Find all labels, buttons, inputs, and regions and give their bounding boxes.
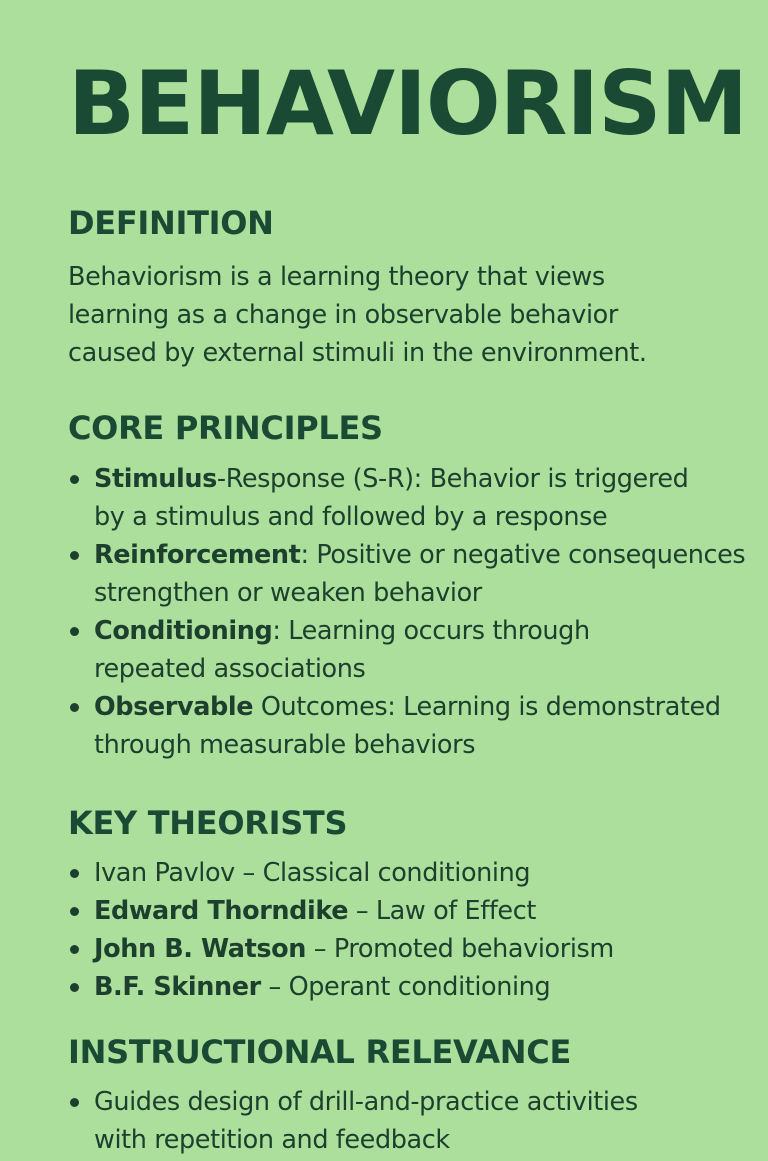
list-item [68,1083,758,1159]
key-theorists-heading: KEY THEORISTS [68,804,348,842]
list-item [68,892,758,930]
list-item [68,930,758,968]
list-item [68,612,758,688]
principle-term: Stimulus [94,464,217,494]
theorist-desc: – Promoted behaviorism [306,934,614,964]
theorist-desc: – Operant conditioning [260,972,551,1002]
list-item [68,968,758,1006]
theorist-desc: – Law of Effect [348,896,536,926]
principle-text: : Learning occurs through [272,616,590,646]
principle-term: Observable [94,692,254,722]
instructional-relevance-heading: INSTRUCTIONAL RELEVANCE [68,1033,572,1071]
definition-line: Behaviorism is a learning theory that views [68,262,605,292]
principle-text-cont: through measurable behaviors [94,730,476,760]
instructional-relevance-list [68,1083,758,1159]
theorist-name: John B. Watson [94,934,307,964]
principle-term: Conditioning [94,616,273,646]
list-item [68,688,758,764]
core-principles-list [68,460,758,764]
principle-text: -Response (S-R): Behavior is triggered [216,464,689,494]
definition-line: learning as a change in observable behavior [68,300,618,330]
principle-term: Reinforcement [94,540,301,570]
theorist-name: Edward Thorndike [94,896,349,926]
core-principles-heading: CORE PRINCIPLES [68,409,383,447]
theorist-desc: – Classical conditioning [234,858,531,888]
definition-line: caused by external stimuli in the environment. [68,338,647,368]
definition-heading: DEFINITION [68,204,274,242]
theorist-name: Ivan Pavlov [94,858,235,888]
relevance-text: Guides design of drill-and-practice activities [94,1087,638,1117]
definition-text [68,258,748,372]
principle-text: Outcomes: Learning is demonstrated [253,692,721,722]
relevance-text-cont: with repetition and feedback [94,1125,450,1155]
theorist-name: B.F. Skinner [94,972,261,1002]
principle-text-cont: repeated associations [94,654,366,684]
page-title: BEHAVIORISM [68,52,748,155]
list-item [68,854,758,892]
principle-text-cont: strengthen or weaken behavior [94,578,482,608]
principle-text-cont: by a stimulus and followed by a response [94,502,608,532]
list-item [68,460,758,536]
list-item [68,536,758,612]
principle-text: : Positive or negative consequences [300,540,746,570]
key-theorists-list [68,854,758,1006]
